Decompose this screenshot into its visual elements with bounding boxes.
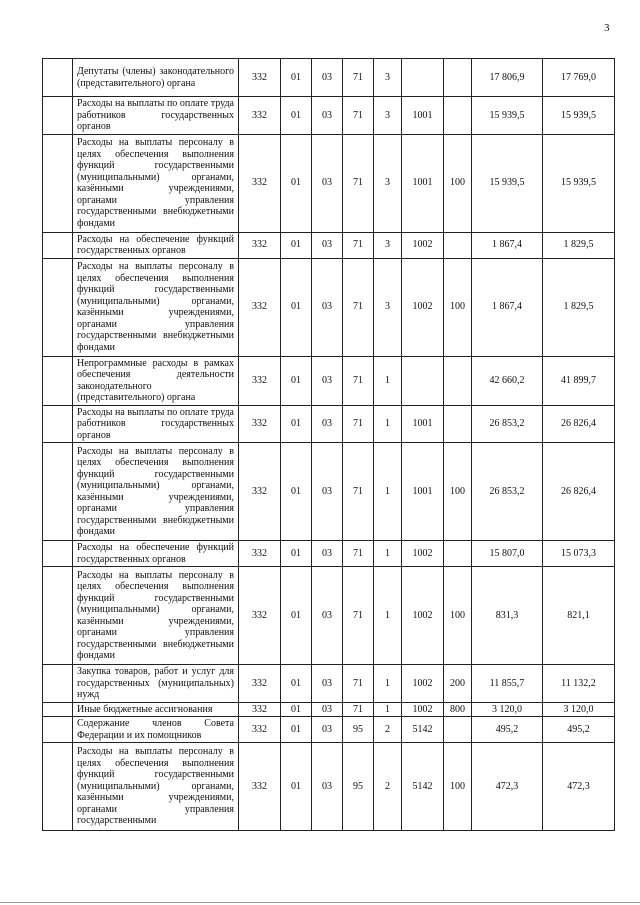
cell-subsection: 03	[312, 702, 343, 717]
row-index-cell	[43, 134, 73, 232]
cell-name: Расходы на выплаты персоналу в целях обеспечения выполнения функций государственными (муниципальными) органами, казёнными учреждениями, органами управления государственными внебюджетными фондами	[73, 134, 239, 232]
page-number: 3	[604, 22, 610, 34]
table-row	[43, 702, 615, 717]
cell-code: 1002	[402, 541, 444, 567]
cell-subprogram: 3	[374, 134, 402, 232]
table-row	[43, 405, 615, 443]
cell-ministry: 332	[239, 258, 281, 356]
cell-ministry: 332	[239, 97, 281, 135]
cell-expense-type	[444, 541, 472, 567]
cell-code: 1002	[402, 702, 444, 717]
row-index-cell	[43, 702, 73, 717]
page-bottom-edge	[0, 902, 640, 903]
cell-sum-1: 472,3	[472, 743, 543, 831]
cell-program: 71	[343, 97, 374, 135]
cell-subsection: 03	[312, 405, 343, 443]
cell-section: 01	[281, 405, 312, 443]
cell-subprogram: 3	[374, 59, 402, 97]
cell-program: 71	[343, 665, 374, 703]
cell-subprogram: 1	[374, 405, 402, 443]
cell-section: 01	[281, 232, 312, 258]
cell-subprogram: 3	[374, 232, 402, 258]
row-index-cell	[43, 665, 73, 703]
cell-expense-type: 200	[444, 665, 472, 703]
cell-section: 01	[281, 743, 312, 831]
cell-subsection: 03	[312, 541, 343, 567]
cell-program: 71	[343, 567, 374, 665]
cell-subprogram: 1	[374, 356, 402, 405]
cell-ministry: 332	[239, 702, 281, 717]
cell-expense-type: 100	[444, 743, 472, 831]
cell-name: Расходы на выплаты персоналу в целях обеспечения выполнения функций государственными (муниципальными) органами, казёнными учреждениями, органами управления государственными внебюджетными фондами	[73, 567, 239, 665]
cell-name: Расходы на выплаты персоналу в целях обеспечения выполнения функций государственными (муниципальными) органами, казёнными учреждениями, органами управления государственными внебюджетными фондами	[73, 258, 239, 356]
cell-sum-1: 495,2	[472, 717, 543, 743]
cell-sum-2: 15 939,5	[543, 134, 615, 232]
cell-program: 71	[343, 702, 374, 717]
cell-name: Содержание членов Совета Федерации и их помощников	[73, 717, 239, 743]
cell-subsection: 03	[312, 443, 343, 541]
cell-sum-2: 1 829,5	[543, 232, 615, 258]
table-body	[43, 59, 615, 831]
cell-subsection: 03	[312, 59, 343, 97]
cell-program: 95	[343, 717, 374, 743]
row-index-cell	[43, 541, 73, 567]
table-row	[43, 567, 615, 665]
cell-name: Закупка товаров, работ и услуг для государственных (муниципальных) нужд	[73, 665, 239, 703]
cell-ministry: 332	[239, 717, 281, 743]
cell-sum-2: 3 120,0	[543, 702, 615, 717]
cell-ministry: 332	[239, 541, 281, 567]
table-row	[43, 59, 615, 97]
cell-name: Расходы на выплаты персоналу в целях обеспечения выполнения функций государственными (муниципальными) органами, казёнными учреждениями, органами управления государственными	[73, 743, 239, 831]
table-row	[43, 717, 615, 743]
cell-program: 71	[343, 258, 374, 356]
cell-expense-type	[444, 59, 472, 97]
cell-ministry: 332	[239, 567, 281, 665]
cell-expense-type	[444, 405, 472, 443]
cell-name: Иные бюджетные ассигнования	[73, 702, 239, 717]
cell-subsection: 03	[312, 665, 343, 703]
cell-sum-1: 11 855,7	[472, 665, 543, 703]
cell-section: 01	[281, 443, 312, 541]
table-row	[43, 665, 615, 703]
cell-sum-1: 17 806,9	[472, 59, 543, 97]
cell-name: Депутаты (члены) законодательного (представительного) органа	[73, 59, 239, 97]
cell-sum-2: 495,2	[543, 717, 615, 743]
cell-section: 01	[281, 258, 312, 356]
cell-ministry: 332	[239, 743, 281, 831]
cell-code	[402, 59, 444, 97]
cell-subprogram: 1	[374, 567, 402, 665]
cell-program: 71	[343, 541, 374, 567]
cell-subprogram: 1	[374, 702, 402, 717]
cell-code: 1002	[402, 232, 444, 258]
cell-ministry: 332	[239, 134, 281, 232]
cell-subsection: 03	[312, 232, 343, 258]
cell-expense-type	[444, 356, 472, 405]
cell-section: 01	[281, 134, 312, 232]
table-row	[43, 134, 615, 232]
cell-program: 71	[343, 134, 374, 232]
cell-expense-type: 100	[444, 443, 472, 541]
cell-code: 1001	[402, 134, 444, 232]
cell-sum-2: 26 826,4	[543, 405, 615, 443]
cell-code: 5142	[402, 717, 444, 743]
table-row	[43, 232, 615, 258]
cell-ministry: 332	[239, 59, 281, 97]
cell-code: 1002	[402, 258, 444, 356]
cell-section: 01	[281, 702, 312, 717]
cell-sum-2: 26 826,4	[543, 443, 615, 541]
cell-sum-2: 11 132,2	[543, 665, 615, 703]
cell-subsection: 03	[312, 567, 343, 665]
cell-sum-2: 15 939,5	[543, 97, 615, 135]
cell-name: Расходы на выплаты персоналу в целях обеспечения выполнения функций государственными (муниципальными) органами, казёнными учреждениями, органами управления государственными внебюджетными фондами	[73, 443, 239, 541]
cell-ministry: 332	[239, 405, 281, 443]
cell-code: 5142	[402, 743, 444, 831]
cell-sum-2: 1 829,5	[543, 258, 615, 356]
cell-subprogram: 2	[374, 743, 402, 831]
cell-section: 01	[281, 59, 312, 97]
cell-expense-type: 800	[444, 702, 472, 717]
row-index-cell	[43, 97, 73, 135]
row-index-cell	[43, 443, 73, 541]
cell-subsection: 03	[312, 356, 343, 405]
cell-name: Расходы на обеспечение функций государственных органов	[73, 232, 239, 258]
row-index-cell	[43, 743, 73, 831]
cell-subsection: 03	[312, 258, 343, 356]
cell-subprogram: 3	[374, 97, 402, 135]
cell-name: Расходы на обеспечение функций государственных органов	[73, 541, 239, 567]
row-index-cell	[43, 258, 73, 356]
table-row	[43, 541, 615, 567]
row-index-cell	[43, 567, 73, 665]
cell-sum-1: 26 853,2	[472, 443, 543, 541]
cell-sum-1: 831,3	[472, 567, 543, 665]
cell-name: Непрограммные расходы в рамках обеспечения деятельности законодательного (представительного) органа	[73, 356, 239, 405]
cell-sum-2: 472,3	[543, 743, 615, 831]
cell-ministry: 332	[239, 665, 281, 703]
cell-sum-1: 26 853,2	[472, 405, 543, 443]
cell-ministry: 332	[239, 443, 281, 541]
row-index-cell	[43, 59, 73, 97]
cell-program: 71	[343, 356, 374, 405]
cell-sum-2: 821,1	[543, 567, 615, 665]
cell-sum-1: 1 867,4	[472, 232, 543, 258]
cell-sum-1: 15 807,0	[472, 541, 543, 567]
cell-code: 1001	[402, 97, 444, 135]
cell-name: Расходы на выплаты по оплате труда работников государственных органов	[73, 97, 239, 135]
cell-subprogram: 2	[374, 717, 402, 743]
cell-code: 1002	[402, 567, 444, 665]
cell-section: 01	[281, 356, 312, 405]
cell-expense-type: 100	[444, 134, 472, 232]
cell-section: 01	[281, 541, 312, 567]
row-index-cell	[43, 405, 73, 443]
row-index-cell	[43, 232, 73, 258]
table-row	[43, 97, 615, 135]
budget-table	[42, 58, 615, 831]
cell-code: 1002	[402, 665, 444, 703]
cell-sum-1: 3 120,0	[472, 702, 543, 717]
cell-subprogram: 3	[374, 258, 402, 356]
cell-code: 1001	[402, 443, 444, 541]
cell-subsection: 03	[312, 743, 343, 831]
cell-program: 71	[343, 443, 374, 541]
cell-subsection: 03	[312, 97, 343, 135]
cell-sum-1: 1 867,4	[472, 258, 543, 356]
cell-code	[402, 356, 444, 405]
cell-program: 71	[343, 405, 374, 443]
cell-subprogram: 1	[374, 665, 402, 703]
cell-name: Расходы на выплаты по оплате труда работников государственных органов	[73, 405, 239, 443]
cell-code: 1001	[402, 405, 444, 443]
cell-subprogram: 1	[374, 541, 402, 567]
cell-section: 01	[281, 717, 312, 743]
cell-subprogram: 1	[374, 443, 402, 541]
cell-subsection: 03	[312, 717, 343, 743]
table-row	[43, 258, 615, 356]
table-row	[43, 743, 615, 831]
cell-ministry: 332	[239, 232, 281, 258]
cell-subsection: 03	[312, 134, 343, 232]
cell-sum-2: 41 899,7	[543, 356, 615, 405]
cell-sum-1: 15 939,5	[472, 97, 543, 135]
row-index-cell	[43, 717, 73, 743]
cell-ministry: 332	[239, 356, 281, 405]
cell-sum-2: 17 769,0	[543, 59, 615, 97]
cell-sum-1: 42 660,2	[472, 356, 543, 405]
cell-expense-type: 100	[444, 258, 472, 356]
cell-section: 01	[281, 97, 312, 135]
cell-expense-type	[444, 717, 472, 743]
cell-expense-type	[444, 97, 472, 135]
cell-sum-2: 15 073,3	[543, 541, 615, 567]
cell-program: 71	[343, 232, 374, 258]
cell-expense-type	[444, 232, 472, 258]
cell-section: 01	[281, 567, 312, 665]
table-row	[43, 356, 615, 405]
cell-program: 71	[343, 59, 374, 97]
cell-section: 01	[281, 665, 312, 703]
cell-sum-1: 15 939,5	[472, 134, 543, 232]
cell-program: 95	[343, 743, 374, 831]
row-index-cell	[43, 356, 73, 405]
table-row	[43, 443, 615, 541]
cell-expense-type: 100	[444, 567, 472, 665]
